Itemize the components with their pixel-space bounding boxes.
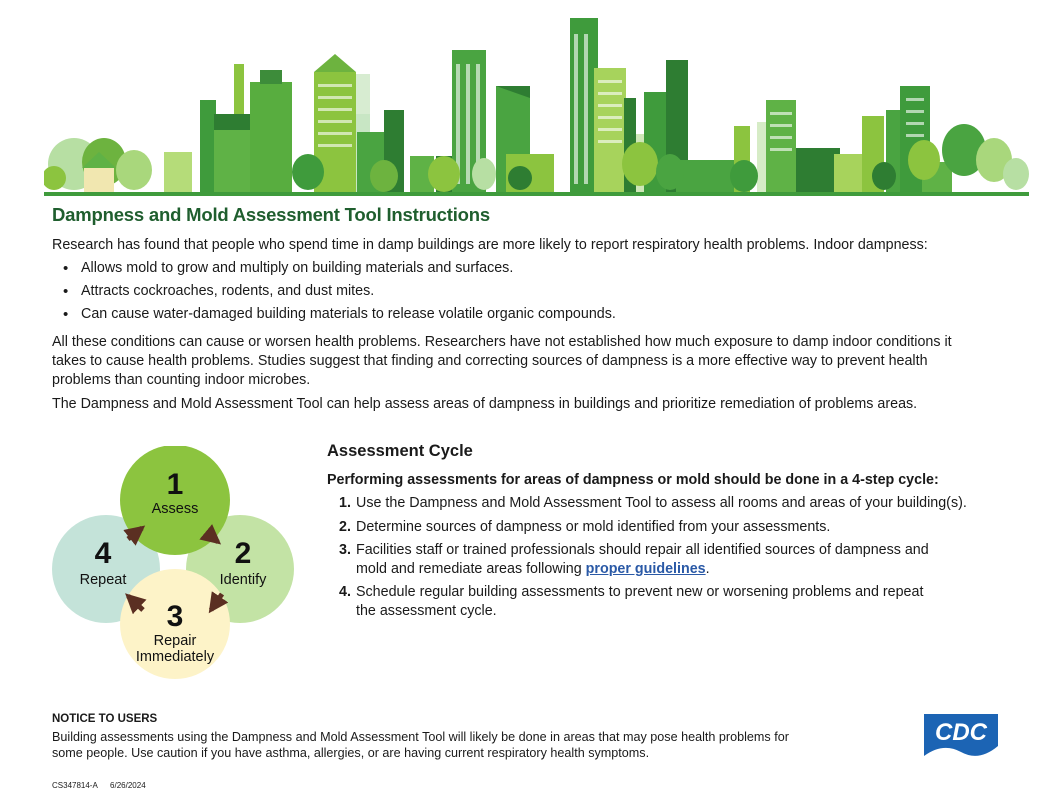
step-2-number: 2	[234, 537, 252, 570]
step-3-label: Repair	[153, 633, 197, 649]
conditions-paragraph: All these conditions can cause or worsen health problems. Researchers have not established how much exposure to damp indoor conditions it takes to cause health problems. Studies suggest that finding and correcting sources of dampness is a more effective way to prevent health problems than counting indoor microbes.	[52, 334, 952, 388]
step-3-number: 3	[166, 600, 184, 633]
step-2-label: Identify	[219, 572, 267, 588]
step-1-label: Assess	[151, 501, 199, 517]
list-item: • Attracts cockroaches, rodents, and dust mites.	[52, 282, 616, 305]
proper-guidelines-link[interactable]: proper guidelines	[585, 560, 706, 577]
list-item	[327, 494, 967, 513]
page-title: Dampness and Mold Assessment Tool Instructions	[52, 204, 490, 225]
cdc-logo-icon	[921, 710, 1001, 760]
step-text: Use the Dampness and Mold Assessment Tool to assess all rooms and areas of your building(s).	[356, 495, 967, 511]
svg-text:CDC: CDC	[935, 719, 987, 746]
step-4-number: 4	[94, 537, 112, 570]
step-text: Facilities staff or trained professionals should repair all identified sources of dampness and mold and remediate areas following	[356, 542, 929, 577]
publication-code: CS347814-A	[52, 781, 98, 790]
notice-body: Building assessments using the Dampness and Mold Assessment Tool will likely be done in areas that may pose health problems for some people. Use caution if you have asthma, allergies, or are having current respiratory health symptoms.	[52, 730, 789, 760]
assessment-cycle-diagram	[44, 446, 306, 708]
document-code	[52, 781, 156, 790]
step-4-label: Repeat	[79, 572, 127, 588]
assessment-steps-list	[327, 494, 967, 625]
step-1-number: 1	[166, 468, 184, 501]
step-number: 3.	[339, 542, 351, 558]
step-number: 1.	[339, 495, 351, 511]
city-skyline-illustration	[44, 14, 1029, 196]
publication-date: 6/26/2024	[110, 781, 146, 790]
list-item	[327, 518, 967, 537]
list-item	[327, 583, 936, 620]
step-text: Schedule regular building assessments to prevent new or worsening problems and repeat the assessment cycle.	[356, 584, 924, 619]
step-text-end: .	[705, 560, 710, 577]
intro-paragraph: Research has found that people who spend time in damp buildings are more likely to report respiratory health problems. Indoor dampness:	[52, 237, 928, 253]
notice-title: NOTICE TO USERS	[52, 713, 158, 725]
step-number: 2.	[339, 518, 351, 535]
assessment-cycle-heading: Assessment Cycle	[327, 442, 473, 460]
list-item: • Allows mold to grow and multiply on building materials and surfaces.	[52, 259, 616, 282]
step-3-label-line2: Immediately	[135, 649, 215, 665]
list-item	[327, 541, 946, 578]
assessment-lead: Performing assessments for areas of dampness or mold should be done in a 4-step cycle:	[327, 472, 939, 488]
list-item: • Can cause water-damaged building materials to release volatile organic compounds.	[52, 305, 616, 328]
step-number: 4.	[339, 584, 351, 600]
dampness-effects-list	[52, 259, 616, 328]
step-text: Determine sources of dampness or mold identified from your assessments.	[356, 518, 831, 535]
tool-description-paragraph: The Dampness and Mold Assessment Tool can help assess areas of dampness in buildings and prioritize remediation of problems areas.	[52, 396, 918, 412]
